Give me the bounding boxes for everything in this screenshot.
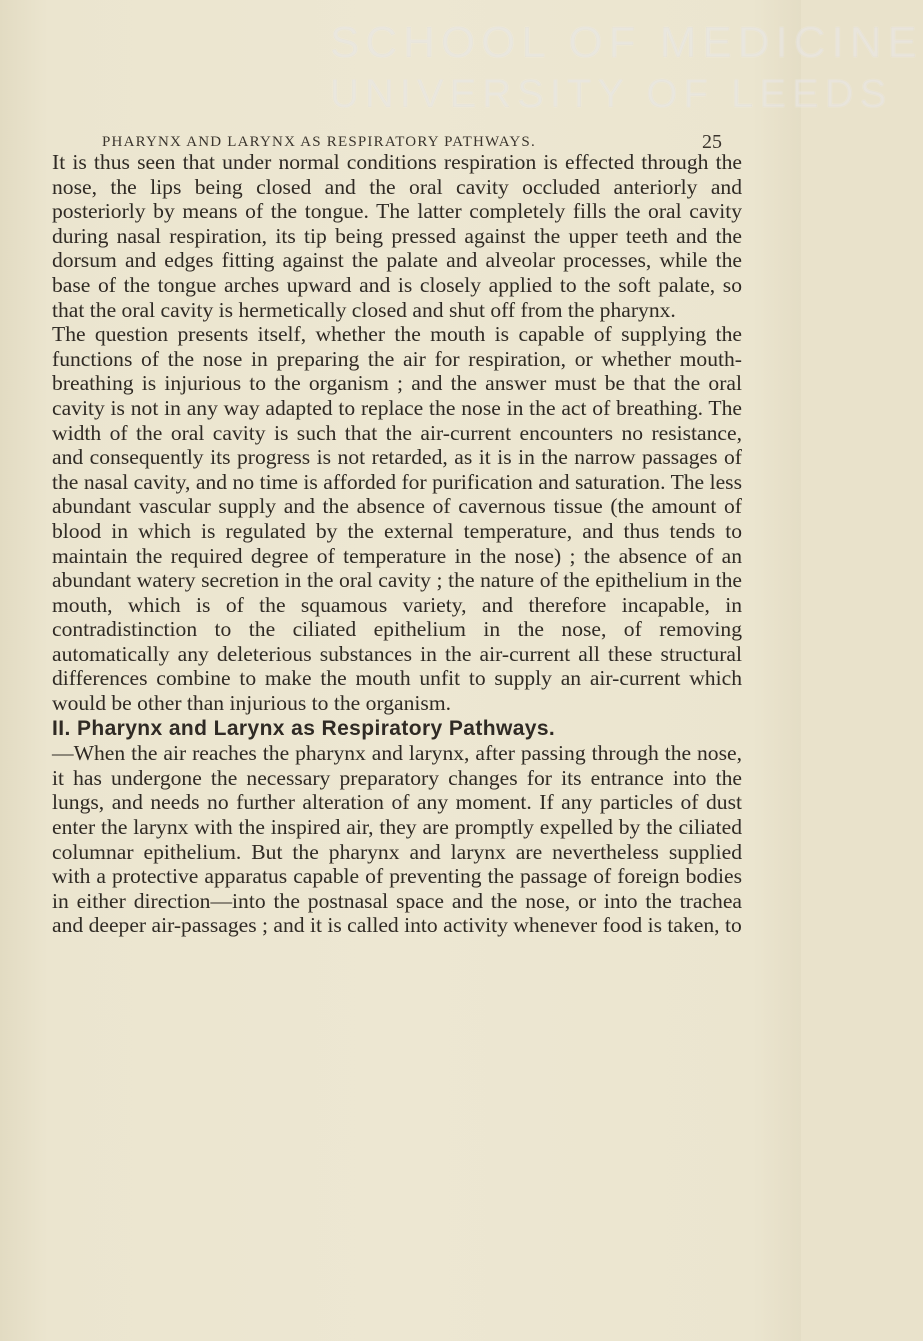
running-header [102, 131, 722, 153]
section-heading: II. Pharynx and Larynx as Respiratory Pathways. [52, 716, 556, 740]
paragraph-normal-respiration: It is thus seen that under normal conditions respiration is effected through the nose, the lips being closed and the oral cavity occluded anteriorly and posteriorly by means of the tongue. The latter completely fills the oral cavity during nasal respiration, its tip being pressed against the upper teeth and the dorsum and edges fitting against the palate and alveolar processes, while the base of the tongue arches upward and is closely applied to the soft palate, so that the oral cavity is hermetically closed and shut off from the pharynx. [52, 150, 742, 322]
body-text [52, 150, 742, 938]
paragraph-pharynx-larynx-text: —When the air reaches the pharynx and larynx, after passing through the nose, it has undergone the necessary preparatory changes for its entrance into the lungs, and needs no further alteration of any moment. If any particles of dust enter the larynx with the inspired air, they are promptly expelled by the ciliated columnar epithelium. But the pharynx and larynx are nevertheless supplied with a protective apparatus capable of preventing the passage of foreign bodies in either direction—into the postnasal space and the nose, or into the trachea and deeper air-passages ; and it is called into activity whenever food is taken, to [52, 741, 742, 938]
page-number: 25 [702, 131, 722, 153]
library-stamp-line1: SCHOOL OF MEDICINE [330, 18, 923, 67]
paragraph-pharynx-larynx [52, 716, 742, 938]
running-title: PHARYNX AND LARYNX AS RESPIRATORY PATHWAYS. [102, 134, 536, 150]
library-stamp-line2: UNIVERSITY OF LEEDS [330, 72, 893, 116]
paragraph-mouth-breathing: The question presents itself, whether the mouth is capable of supplying the functions of the nose in preparing the air for respiration, or whether mouth-breathing is injurious to the organism ; and the answer must be that the oral cavity is not in any way adapted to replace the nose in the act of breathing. The width of the oral cavity is such that the air-current encounters no resistance, and consequently its progress is not retarded, as it is in the narrow passages of the nasal cavity, and no time is afforded for purification and saturation. The less abundant vascular supply and the absence of cavernous tissue (the amount of blood in which is regulated by the external temperature, and thus tends to maintain the required degree of temperature in the nose) ; the absence of an abundant watery secretion in the oral cavity ; the nature of the epithelium in the mouth, which is of the squamous variety, and therefore incapable, in contradistinction to the ciliated epithelium in the nose, of removing automatically any deleterious substances in the air-current all these structural differences combine to make the mouth unfit to supply an air-current which would be other than injurious to the organism. [52, 322, 742, 716]
